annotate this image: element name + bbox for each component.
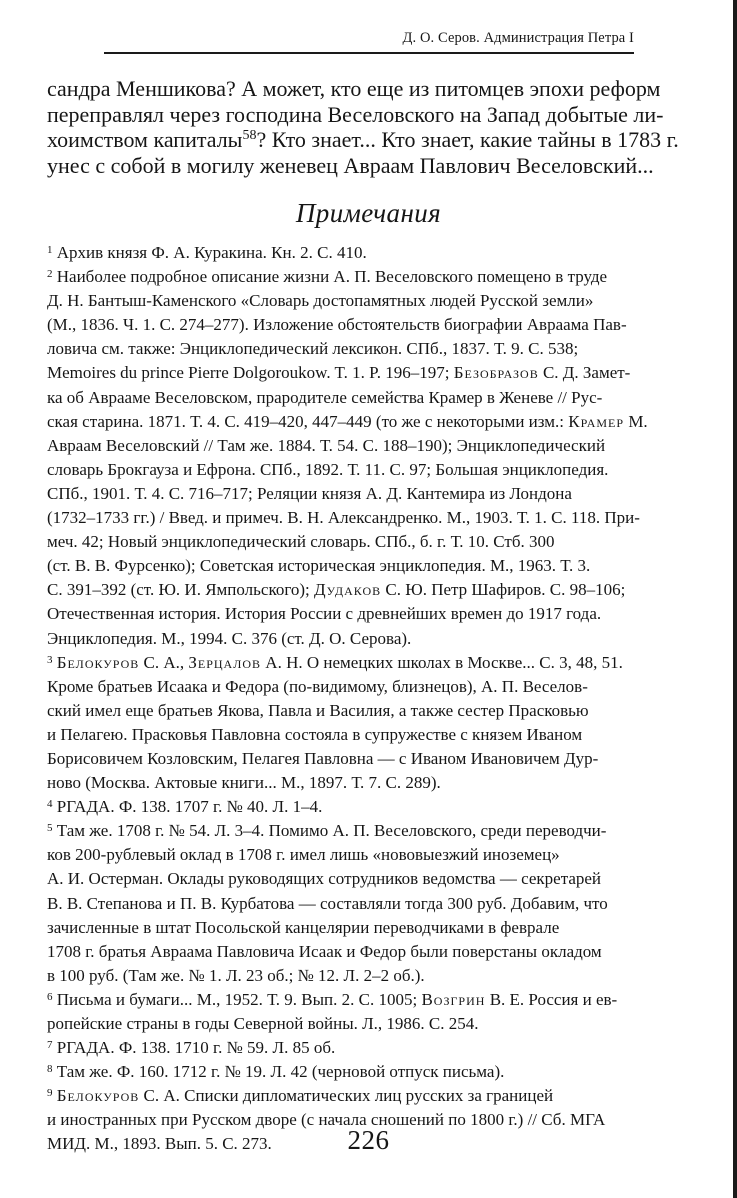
note-text: 1708 г. братья Авраама Павловича Исаак и Федор были поверстаны окладом <box>47 941 602 961</box>
note-text: С. 391–392 (ст. Ю. И. Ямпольского); <box>47 580 315 600</box>
note-number: 7 <box>47 1039 53 1052</box>
header-rule <box>104 52 634 54</box>
note-text: Письма и бумаги... М., 1952. Т. 9. Вып. 2. С. 1005; <box>52 989 422 1009</box>
note-number: 4 <box>47 798 53 811</box>
note-line <box>47 458 693 482</box>
body-line-text: ? Кто знает... Кто знает, какие тайны в 1783 г. <box>256 127 679 152</box>
body-text <box>47 76 693 178</box>
note-text: М. <box>624 411 648 431</box>
note-text: ловича см. также: Энциклопедический лексикон. СПб., 1837. Т. 9. С. 538; <box>47 339 579 359</box>
note-line <box>47 723 693 747</box>
note-line <box>47 771 693 795</box>
author-name: Зерцалов <box>188 652 262 672</box>
note-line <box>47 1012 693 1036</box>
note-text: ново (Москва. Актовые книги... М., 1897. Т. 7. С. 289). <box>47 773 441 793</box>
note-line <box>47 361 693 385</box>
note-text: С. Д. Замет- <box>538 363 631 383</box>
note-line <box>47 747 693 771</box>
note-line <box>47 289 693 313</box>
note-text: РГАДА. Ф. 138. 1710 г. № 59. Л. 85 об. <box>52 1038 336 1058</box>
note-line <box>47 241 693 265</box>
note-text: Архив князя Ф. А. Куракина. Кн. 2. С. 410. <box>52 243 367 262</box>
body-line-text: унес с собой в могилу женевец Авраам Павлович Веселовский... <box>47 152 654 178</box>
note-line <box>47 410 693 434</box>
note-text: зачисленные в штат Посольской канцелярии переводчиками в феврале <box>47 917 560 937</box>
note-text: А. Н. О немецких школах в Москве... С. 3, 48, 51. <box>261 652 623 672</box>
note-text: ский имел еще братьев Якова, Павла и Василия, а также сестер Прасковью <box>47 700 589 720</box>
body-line <box>47 153 693 179</box>
note-line <box>47 940 693 964</box>
note-text: В. В. Степанова и П. В. Курбатова — составляли тогда 300 руб. Добавим, что <box>47 893 608 913</box>
note-text: МИД. М., 1893. Вып. 5. С. 273. <box>47 1134 272 1154</box>
note-line <box>47 530 693 554</box>
note-line <box>47 1036 693 1060</box>
note-line <box>47 699 693 723</box>
note-line <box>47 843 693 867</box>
note-number: 8 <box>47 1063 53 1076</box>
note-line <box>47 386 693 410</box>
note-line <box>47 602 693 626</box>
note-line <box>47 819 693 843</box>
note-text: ская старина. 1871. Т. 4. С. 419–420, 447–449 (то же с некоторыми изм.: <box>47 411 569 431</box>
note-line <box>47 313 693 337</box>
note-line <box>47 675 693 699</box>
note-line <box>47 265 693 289</box>
note-number: 1 <box>47 244 53 256</box>
note-line <box>47 627 693 651</box>
note-text: меч. 42; Новый энциклопедический словарь. СПб., б. г. Т. 10. Стб. 300 <box>47 532 555 552</box>
running-header: Д. О. Серов. Администрация Петра I <box>402 30 634 46</box>
note-text: Д. Н. Бантыш-Каменского «Словарь достопамятных людей Русской земли» <box>47 291 594 311</box>
note-number: 2 <box>47 268 53 281</box>
author-name: Безобразов <box>453 363 539 383</box>
note-text: Отечественная история. История России с древнейших времен до 1917 года. <box>47 604 602 624</box>
note-text: и иностранных при Русском дворе (с начала сношений по 1800 г.) // Сб. МГА <box>47 1110 606 1130</box>
footnote-reference[interactable]: 58 <box>242 128 257 143</box>
note-text: ропейские страны в годы Северной войны. Л., 1986. С. 254. <box>47 1014 479 1033</box>
author-name: Возгрин <box>421 989 486 1009</box>
note-number: 3 <box>47 653 53 666</box>
author-name: Крамер <box>568 411 625 431</box>
note-text: Борисовичем Козловским, Пелагея Павловна — с Иваном Ивановичем Дур- <box>47 748 599 768</box>
author-name: Белокуров <box>56 652 140 672</box>
note-line <box>47 916 693 940</box>
note-text: Авраам Веселовский // Там же. 1884. Т. 54. С. 188–190); Энциклопедический <box>47 435 606 455</box>
notes-section <box>47 241 693 1157</box>
page-number: 226 <box>347 1125 390 1155</box>
body-line-text: переправлял через господина Веселовского на Запад добытые ли- <box>47 101 664 127</box>
note-text: Memoires du prince Pierre Dolgoroukow. T. 1. P. 196–197; <box>47 363 454 383</box>
note-text: и Пелагею. Прасковья Павловна состояла в супружестве с князем Иваном <box>47 724 583 744</box>
note-line <box>47 482 693 506</box>
note-text: словарь Брокгауза и Ефрона. СПб., 1892. Т. 11. С. 97; Большая энциклопедия. <box>47 459 609 479</box>
note-line <box>47 506 693 530</box>
note-text: (1732–1733 гг.) / Введ. и примеч. В. Н. Александренко. М., 1903. Т. 1. С. 118. При- <box>47 508 640 528</box>
page-edge <box>733 0 737 1198</box>
note-text: (ст. В. В. Фурсенко); Советская историческая энциклопедия. М., 1963. Т. 3. <box>47 556 591 576</box>
note-text: С. Ю. Петр Шафиров. С. 98–106; <box>381 580 626 600</box>
note-number: 5 <box>47 822 53 835</box>
section-title: Примечания <box>295 198 442 228</box>
note-text: Там же. Ф. 160. 1712 г. № 19. Л. 42 (черновой отпуск письма). <box>52 1062 505 1082</box>
note-text: Кроме братьев Исаака и Федора (по-видимому, близнецов), А. П. Веселов- <box>47 676 588 696</box>
note-text: В. Е. Россия и ев- <box>485 989 618 1009</box>
note-line <box>47 578 693 602</box>
body-line <box>47 76 693 102</box>
body-line <box>47 102 693 128</box>
note-line <box>47 892 693 916</box>
body-line <box>47 127 693 153</box>
body-line-text: сандра Меншикова? А может, кто еще из питомцев эпохи реформ <box>47 76 661 101</box>
note-line <box>47 1060 693 1084</box>
note-text: Энциклопедия. М., 1994. С. 376 (ст. Д. О. Серова). <box>47 628 412 648</box>
note-line <box>47 867 693 891</box>
note-text: ков 200-рублевый оклад в 1708 г. имел лишь «нововыезжий иноземец» <box>47 845 560 865</box>
note-line <box>47 554 693 578</box>
note-line <box>47 964 693 988</box>
note-text: ка об Аврааме Веселовском, прародителе семейства Крамер в Женеве // Рус- <box>47 387 603 407</box>
note-text: Наиболее подробное описание жизни А. П. Веселовского помещено в труде <box>52 267 608 287</box>
note-line <box>47 795 693 819</box>
note-line <box>47 337 693 361</box>
note-number: 6 <box>47 990 53 1003</box>
note-number: 9 <box>47 1087 53 1100</box>
author-name: Белокуров <box>56 1086 140 1106</box>
note-text: Там же. 1708 г. № 54. Л. 3–4. Помимо А. П. Веселовского, среди переводчи- <box>52 821 607 841</box>
note-line <box>47 434 693 458</box>
note-line <box>47 1084 693 1108</box>
note-text: СПб., 1901. Т. 4. С. 716–717; Реляции князя А. Д. Кантемира из Лондона <box>47 483 572 503</box>
note-line <box>47 651 693 675</box>
note-text: в 100 руб. (Там же. № 1. Л. 23 об.; № 12. Л. 2–2 об.). <box>47 965 425 985</box>
body-line-text: хоимством капиталы <box>47 127 243 152</box>
author-name: Дудаков <box>314 580 382 600</box>
note-text: А. И. Остерман. Оклады руководящих сотрудников ведомства — секретарей <box>47 869 602 889</box>
note-text: С. А. Списки дипломатических лиц русских за границей <box>139 1086 554 1106</box>
note-text: РГАДА. Ф. 138. 1707 г. № 40. Л. 1–4. <box>52 797 323 817</box>
note-text: (М., 1836. Ч. 1. С. 274–277). Изложение обстоятельств биографии Авраама Пав- <box>47 315 627 335</box>
note-text: С. А., <box>139 652 189 672</box>
note-line <box>47 988 693 1012</box>
